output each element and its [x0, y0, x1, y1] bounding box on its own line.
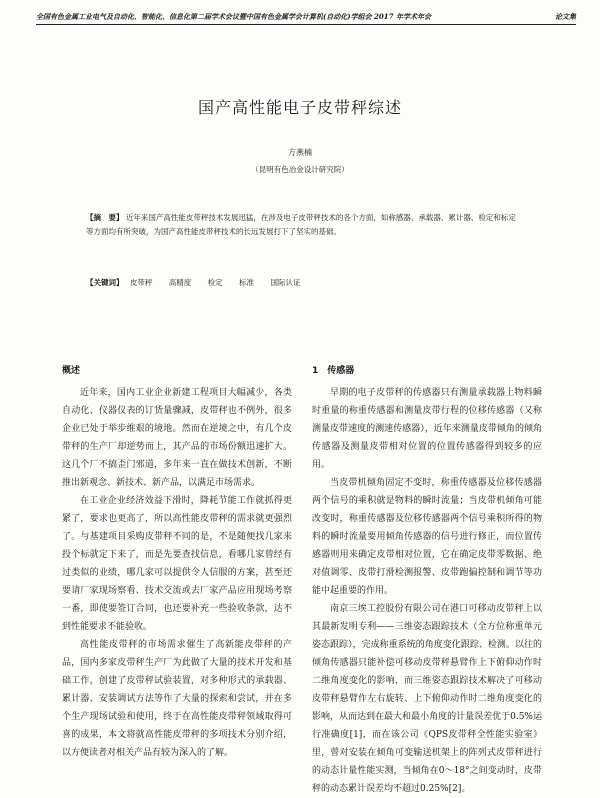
- keyword: 国际认证: [270, 278, 301, 287]
- right-column: [312, 362, 542, 798]
- paper-title: 国产高性能电子皮带秤综述: [197, 98, 402, 117]
- left-column: [62, 362, 292, 762]
- header-conference: 全国有色金属工业电气及自动化、智能化、信息化第二届学术会议暨中国有色金属学会计算机(自动化)学组会 2017 年学术年会: [36, 12, 431, 21]
- header-rule: [36, 24, 576, 25]
- abstract-label: 【摘 要】: [86, 213, 124, 222]
- section-heading-sensors: 1 传感器: [312, 366, 355, 376]
- paragraph: 在工业企业经济效益下滑时，降耗节能工作就抓得更紧了，要求也更高了，所以高性能皮带秤的需求就更强烈了。与基建项目采购皮带秤不同的是，不是随便找几家来投个标就定下来了，而是先要查找信息，看哪几家曾经有过类似的业绩，哪几家可以提供令人信服的方案，甚至还要请厂家现场察看、技术交流或去厂家产品应用现场考察一番，即使要签订合同，也还要补充一些验收条款，达不到性能要求不能验收。: [62, 496, 292, 632]
- abstract-text: 近年来国产高性能皮带秤技术发展迅猛，在涉及电子皮带秤技术的各个方面，如称感器、承载器、累计器、检定和标定等方面均有所突破，为国产高性能皮带秤技术的长远发展打下了坚实的基础。: [86, 213, 516, 236]
- author: 方燕楠: [288, 148, 312, 157]
- paragraph: 南京三埃工控股份有限公司在港口可移动皮带秤上以其最新发明专利——三维姿态跟踪技术（全方位称重单元姿态跟踪），完成称重系统的角度变化跟踪、检测。以往的倾角传感器只能补偿可移动皮带秤悬臂作上下俯仰动作时二维角度变化的影响，而三维姿态跟踪技术解决了可移动皮带秤悬臂作左右旋转、上下俯仰动作时二维角度变化的影响，从而达到在最大和最小角度的计量误差优于0.5%运行准确度[1]，而在该公司《QPS皮带秤全性能实验室》里，曾对安装在倾角可变输送机架上的阵列式皮带秤进行的动态计量性能实测，当倾角在0～18°之间变动时，皮带秤的动态累计误差均不超过0.25%[2]。: [312, 604, 542, 794]
- paragraph: 近年来，国内工业企业新建工程项目大幅减少，各类自动化、仪器仪表的订货量骤减，皮带秤也不例外，很多企业已处于举步维艰的境地。然而在逆境之中，有几个皮带秤的生产厂却逆势而上，其产品的市场份额迅速扩大。这几个厂不搞歪门邪道，多年来一直在做技术创新，不断推出新观念、新技术、新产品，以满足市场需求。: [62, 388, 292, 488]
- keywords: [86, 277, 516, 288]
- abstract: [86, 211, 516, 239]
- keyword: 皮带秤: [129, 278, 153, 287]
- paragraph: 早期的电子皮带秤的传感器只有测量承载器上物料瞬时重量的称重传感器和测量皮带行程的位移传感器（又称测量皮带速度的测速传感器），近年来测量皮带倾角的倾角传感器及测量皮带相对位置的位置传感器得到较多的应用。: [312, 388, 542, 470]
- running-header: [36, 12, 576, 22]
- header-proceedings: 论文集: [555, 12, 576, 21]
- paragraph: 高性能皮带秤的市场需求催生了高新能皮带秤的产品，国内多家皮带秤生产厂为此做了大量的技术开发和基础工作，创建了皮带秤试验装置，对多种形式的承载器、累计器、安装调试方法等作了大量的探索和尝试，并在多个生产现场试验和使用，终于在高性能皮带秤领域取得可喜的成果，本文将就高性能皮带秤的多项技术分别介绍，以方便读者对相关产品有较为深入的了解。: [62, 640, 292, 758]
- affiliation: （昆明有色冶金设计研究院）: [251, 165, 349, 174]
- paragraph: 当皮带机倾角固定不变时，称重传感器及位移传感器两个信号的乘积就是物料的瞬时流量；当皮带机倾角可能改变时，称重传感器及位移传感器两个信号乘积所得的物料的瞬时流量要用倾角传感器的信号进行修正，而位置传感器则用来确定皮带相对位置，它在确定皮带零数据、绝对值调零、皮带打滑检测报警、皮带跑偏控制和调节等功能中起重要的作用。: [312, 478, 542, 596]
- keywords-label: 【关键词】: [86, 278, 124, 287]
- keyword: 高精度: [168, 278, 192, 287]
- keyword: 检定: [207, 278, 223, 287]
- keyword: 标准: [239, 278, 255, 287]
- section-heading-overview: 概述: [62, 366, 81, 376]
